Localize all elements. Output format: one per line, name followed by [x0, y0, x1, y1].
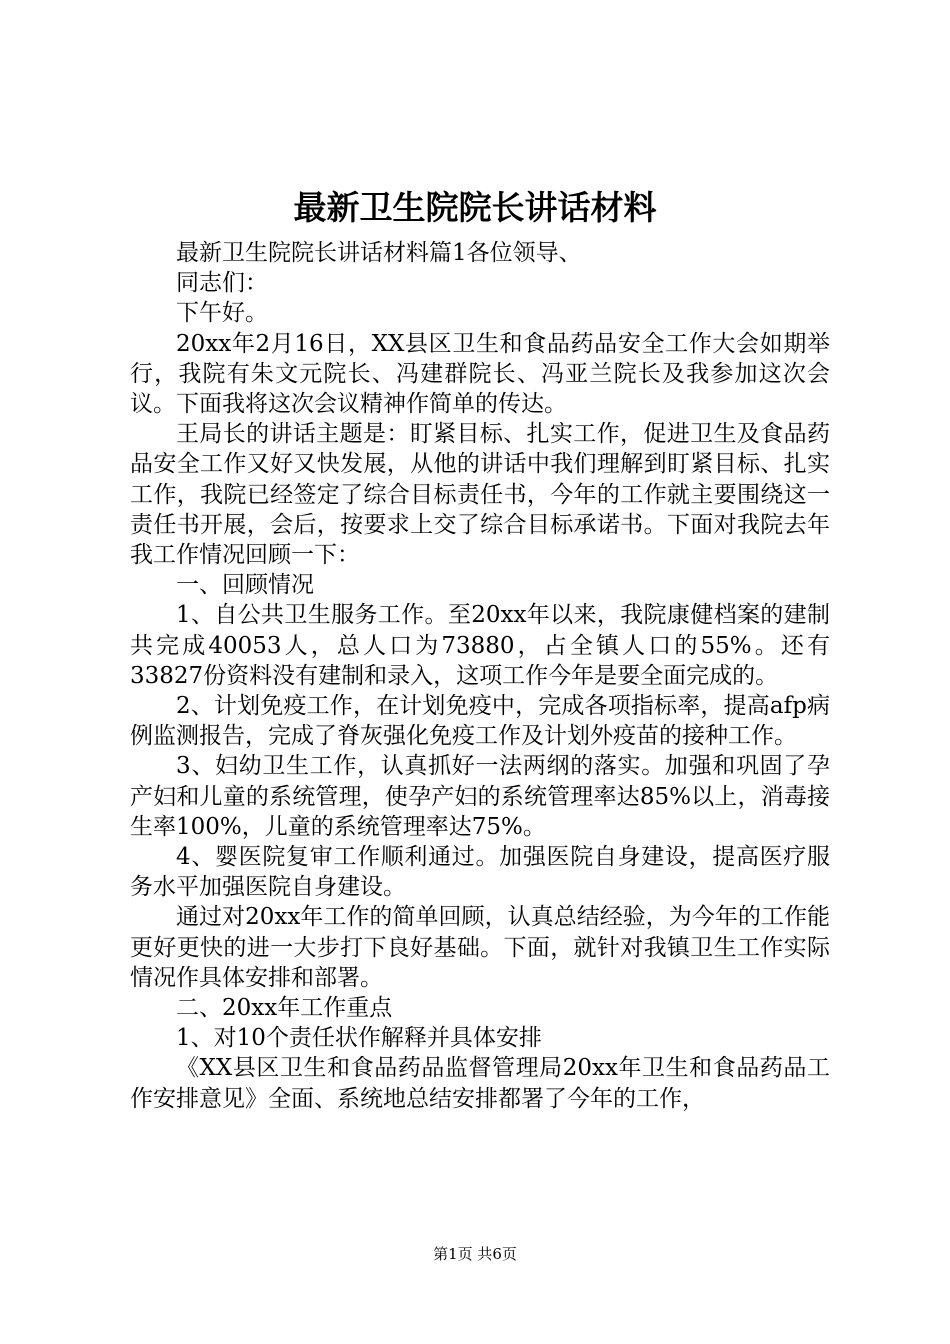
paragraph: 2、计划免疫工作，在计划免疫中，完成各项指标率，提高afp病例监测报告，完成了脊灰强化免疫工作及计划外疫苗的接种工作。 — [130, 693, 830, 750]
paragraph: 1、自公共卫生服务工作。至20xx年以来，我院康健档案的建制共完成40053人，总人口为73880，占全镇人口的55%。还有33827份资料没有建制和录入，这项工作今年是要全面完成的。 — [130, 602, 830, 689]
document-body — [130, 238, 830, 1114]
section-heading: 二、20xx年工作重点 — [176, 995, 393, 1022]
paragraph: 20xx年2月16日，XX县区卫生和食品药品安全工作大会如期举行，我院有朱文元院长、冯建群院长、冯亚兰院长及我参加这次会议。下面我将这次会议精神作简单的传达。 — [130, 330, 830, 418]
section-heading: 一、回顾情况 — [176, 572, 314, 599]
paragraph: 同志们： — [176, 270, 268, 297]
page-footer: 第1页 共6页 — [433, 1245, 517, 1263]
paragraph: 最新卫生院院长讲话材料篇1各位领导、 — [176, 240, 582, 266]
paragraph: 《XX县区卫生和食品药品监督管理局20xx年卫生和食品药品工作安排意见》全面、系统地总结安排都署了今年的工作， — [130, 1055, 830, 1112]
paragraph: 王局长的讲话主题是：盯紧目标、扎实工作，促进卫生及食品药品安全工作又好又快发展，从他的讲话中我们理解到盯紧目标、扎实工作，我院已经签定了综合目标责任书，今年的工作就主要围绕这一责任书开展，会后，按要求上交了综合目标承诺书。下面对我院去年我工作情况回顾一下： — [130, 421, 830, 569]
paragraph: 4、婴医院复审工作顺利通过。加强医院自身建设，提高医疗服务水平加强医院自身建设。 — [130, 844, 830, 901]
paragraph: 下午好。 — [176, 300, 268, 327]
paragraph: 通过对20xx年工作的简单回顾，认真总结经验，为今年的工作能更好更快的进一大步打下良好基础。下面，就针对我镇卫生工作实际情况作具体安排和部署。 — [130, 904, 830, 991]
paragraph: 1、对10个责任状作解释并具体安排 — [176, 1025, 542, 1052]
document-title: 最新卫生院院长讲话材料 — [293, 188, 657, 227]
paragraph: 3、妇幼卫生工作，认真抓好一法两纲的落实。加强和巩固了孕产妇和儿童的系统管理，使孕产妇的系统管理率达85%以上，消毒接生率100%，儿童的系统管理率达75%。 — [130, 753, 830, 840]
